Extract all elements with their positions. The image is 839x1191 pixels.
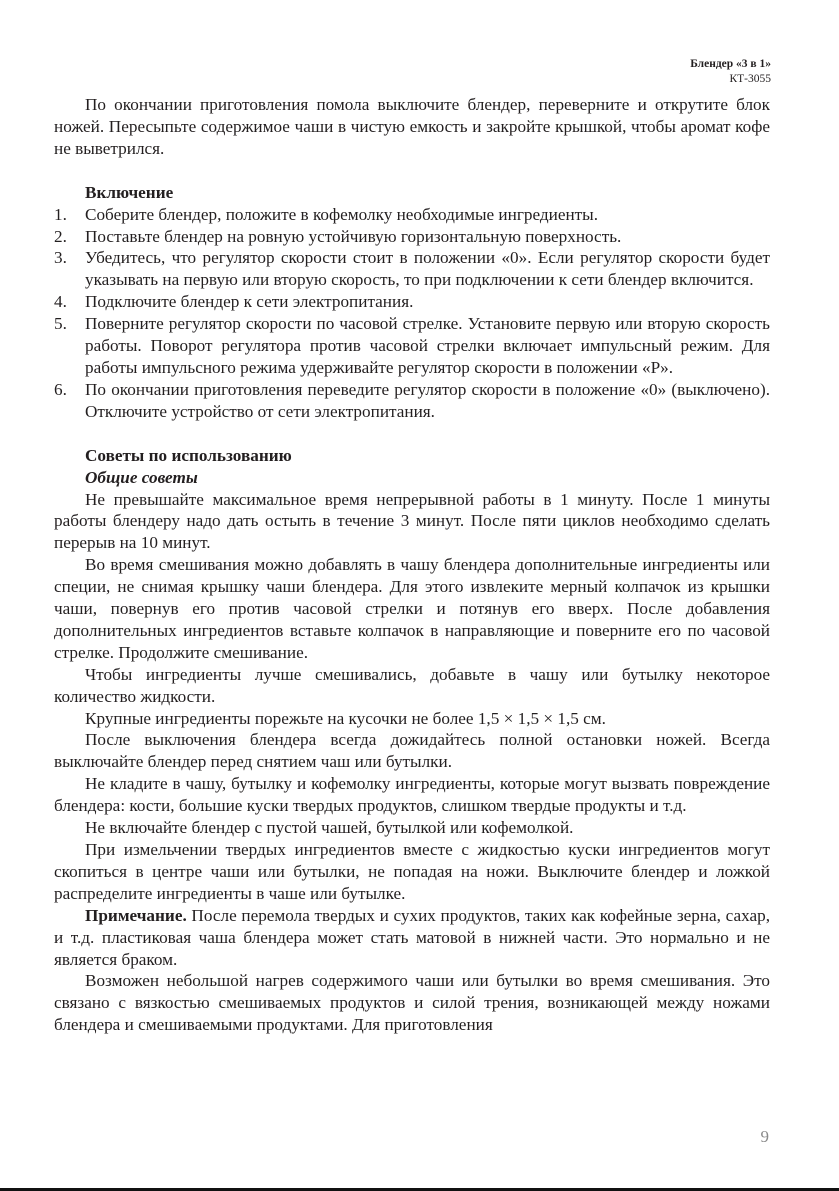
- header-product-title: Блендер «3 в 1»: [690, 58, 771, 70]
- step-text: Поставьте блендер на ровную устойчивую горизонтальную поверхность.: [85, 226, 622, 246]
- step-number: 4.: [54, 292, 67, 312]
- section-gap: [54, 160, 770, 182]
- tips-paragraph: При измельчении твердых ингредиентов вместе с жидкостью куски ингредиентов могут скопиться в центре чаши или бутылки, не попадая на ножи. Выключите блендер и ложкой распределите ингредиенты в чаше или бутылке.: [54, 840, 770, 903]
- step-number: 5.: [54, 314, 67, 334]
- list-item: [54, 291, 770, 313]
- step-number: 6.: [54, 379, 67, 399]
- intro-paragraph: По окончании приготовления помола выключите блендер, переверните и открутите блок ножей. Пересыпьте содержимое чаши в чистую емкость и закройте крышкой, чтобы аромат кофе не выветрился.: [54, 95, 770, 158]
- list-item: [54, 379, 770, 423]
- step-text: Убедитесь, что регулятор скорости стоит в положении «0». Если регулятор скорости будет указывать на первую или вторую скорость, то при подключении к сети блендер включится.: [85, 248, 770, 290]
- section-gap: [54, 423, 770, 445]
- step-number: 2.: [54, 226, 67, 246]
- tips-section-title: Советы по использованию: [85, 445, 292, 465]
- tips-paragraph: После выключения блендера всегда дожидайтесь полной остановки ножей. Всегда выключайте блендер перед снятием чаш или бутылки.: [54, 730, 770, 772]
- note-text: После перемола твердых и сухих продуктов, таких как кофейные зерна, сахар, и т.д. пластиковая чаша блендера может стать матовой в нижней части. Это нормально и не является браком.: [54, 905, 770, 969]
- list-item: [54, 313, 770, 379]
- step-text: Подключите блендер к сети электропитания.: [85, 292, 414, 312]
- note-paragraph: [54, 905, 770, 971]
- tips-paragraph: Крупные ингредиенты порежьте на кусочки не более 1,5 × 1,5 × 1,5 см.: [85, 708, 606, 728]
- tips-paragraph: Возможен небольшой нагрев содержимого чаши или бутылки во время смешивания. Это связано с вязкостью смешиваемых продуктов и силой трения, возникающей между ножами блендера и смешиваемыми продуктами. Для приготовления: [54, 971, 770, 1035]
- step-text: По окончании приготовления переведите регулятор скорости в положение «0» (выключено). Отключите устройство от сети электропитания.: [85, 379, 770, 421]
- tips-paragraph: Во время смешивания можно добавлять в чашу блендера дополнительные ингредиенты или специи, не снимая крышку чаши блендера. Для этого извлеките мерный колпачок из крышки чаши, повернув его против часовой стрелки и потянув его вверх. После добавления дополнительных ингредиентов вставьте колпачок в направляющие и поверните его по часовой стрелке. Продолжите смешивание.: [54, 555, 770, 662]
- page-content: [54, 94, 770, 1036]
- step-text: Поверните регулятор скорости по часовой стрелке. Установите первую или вторую скорость работы. Поворот регулятора против часовой стрелки включает импульсный режим. Для работы импульсного режима удерживайте регулятор скорости в положении «P».: [85, 314, 770, 377]
- step-number: 3.: [54, 248, 67, 268]
- list-item: [54, 226, 770, 248]
- running-header: [690, 57, 771, 87]
- tips-paragraph: Не превышайте максимальное время непрерывной работы в 1 минуту. После 1 минуты работы блендеру надо дать остыть в течение 3 минут. После пяти циклов необходимо сделать перерыв на 10 минут.: [54, 489, 770, 553]
- tips-paragraph: Не кладите в чашу, бутылку и кофемолку ингредиенты, которые могут вызвать повреждение блендера: кости, большие куски твердых продуктов, слишком твердые продукты и т.д.: [54, 774, 770, 816]
- list-item: [54, 204, 770, 226]
- page-number: 9: [760, 1127, 769, 1146]
- general-tips-subtitle: Общие советы: [85, 467, 198, 487]
- step-text: Соберите блендер, положите в кофемолку необходимые ингредиенты.: [85, 204, 599, 224]
- switching-steps-list: [54, 204, 770, 423]
- tips-paragraph: Не включайте блендер с пустой чашей, бутылкой или кофемолкой.: [85, 818, 574, 838]
- switching-section-title: Включение: [85, 182, 174, 202]
- list-item: [54, 247, 770, 291]
- tips-paragraph: Чтобы ингредиенты лучше смешивались, добавьте в чашу или бутылку некоторое количество жидкости.: [54, 664, 770, 706]
- header-model-number: КТ-3055: [729, 73, 771, 85]
- step-number: 1.: [54, 204, 67, 224]
- note-label: Примечание.: [85, 905, 187, 925]
